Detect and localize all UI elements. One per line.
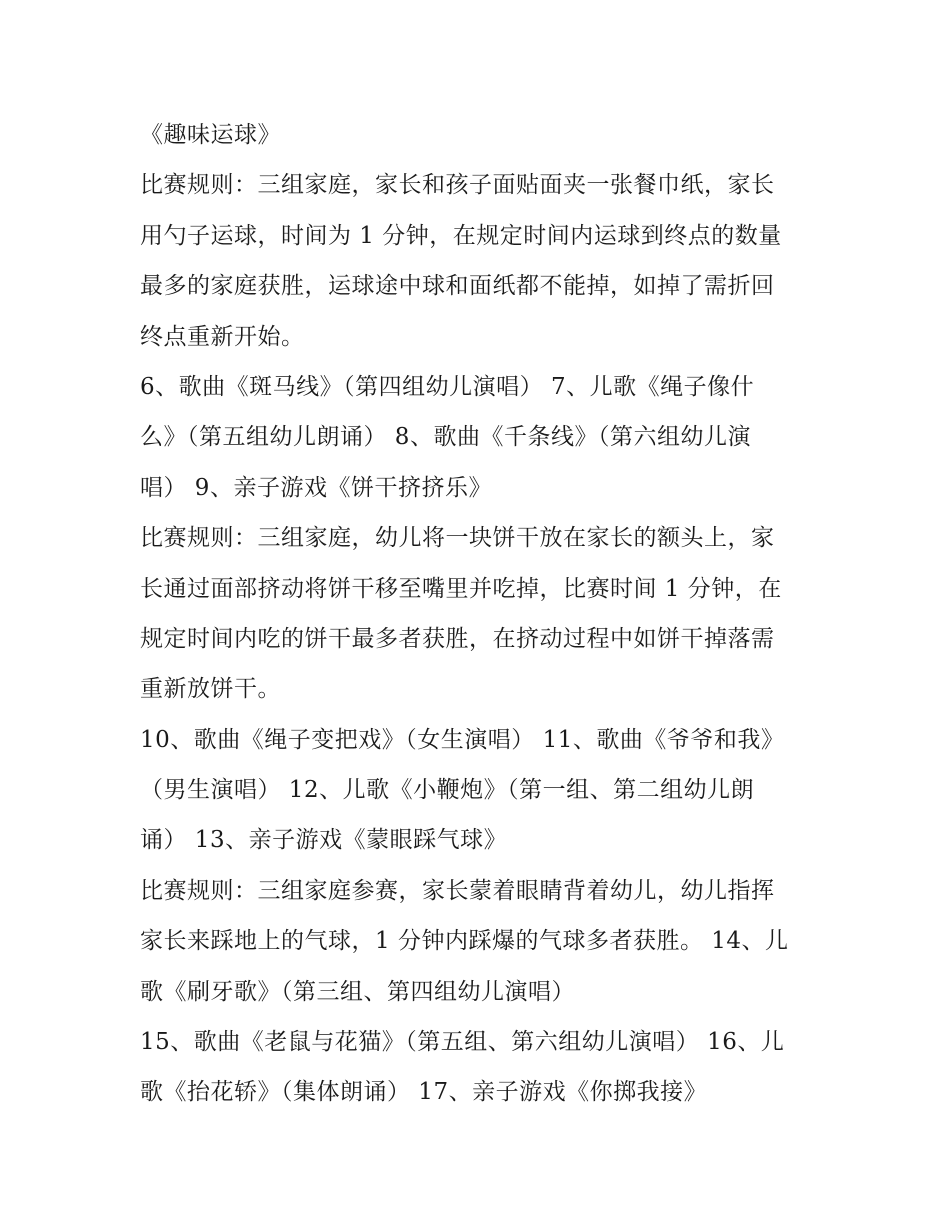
text-line: 比赛规则：三组家庭参赛，家长蒙着眼睛背着幼儿，幼儿指挥 [140,877,775,904]
text-line: 歌《刷牙歌》（第三组、第四组幼儿演唱） [140,978,575,1005]
text-line: 歌《抬花轿》（集体朗诵） 17、亲子游戏《你掷我接》 [140,1079,708,1106]
text-line: 10、歌曲《绳子变把戏》（女生演唱） 11、歌曲《爷爷和我》 [140,726,785,753]
text-line: （男生演唱） 12、儿歌《小鞭炮》（第一组、第二组幼儿朗 [140,777,755,804]
game-title-line: 《趣味运球》 [140,122,281,148]
text-line: 唱） 9、亲子游戏《饼干挤挤乐》 [140,474,492,501]
text-line: 规定时间内吃的饼干最多者获胜，在挤动过程中如饼干掉落需 [140,625,775,652]
text-line: 6、歌曲《斑马线》（第四组幼儿演唱） 7、儿歌《绳子像什 [140,373,755,400]
text-line: 重新放饼干。 [140,676,281,703]
text-line: 终点重新开始。 [140,323,305,350]
document-body [140,110,820,1118]
text-line: 15、歌曲《老鼠与花猫》（第五组、第六组幼儿演唱） 16、儿 [140,1029,785,1056]
text-line: 最多的家庭获胜，运球途中球和面纸都不能掉，如掉了需折回 [140,273,775,300]
text-line: 么》（第五组幼儿朗诵） 8、歌曲《千条线》（第六组幼儿演 [140,424,751,451]
text-line: 长通过面部挤动将饼干移至嘴里并吃掉，比赛时间 1 分钟，在 [140,575,782,602]
text-line: 用勺子运球，时间为 1 分钟，在规定时间内运球到终点的数量 [140,222,782,249]
text-line: 比赛规则：三组家庭，幼儿将一块饼干放在家长的额头上，家 [140,525,775,552]
text-line: 家长来踩地上的气球，1 分钟内踩爆的气球多者获胜。 14、儿 [140,928,789,955]
text-line: 诵） 13、亲子游戏《蒙眼踩气球》 [140,827,508,854]
text-line: 比赛规则：三组家庭，家长和孩子面贴面夹一张餐巾纸，家长 [140,172,775,199]
